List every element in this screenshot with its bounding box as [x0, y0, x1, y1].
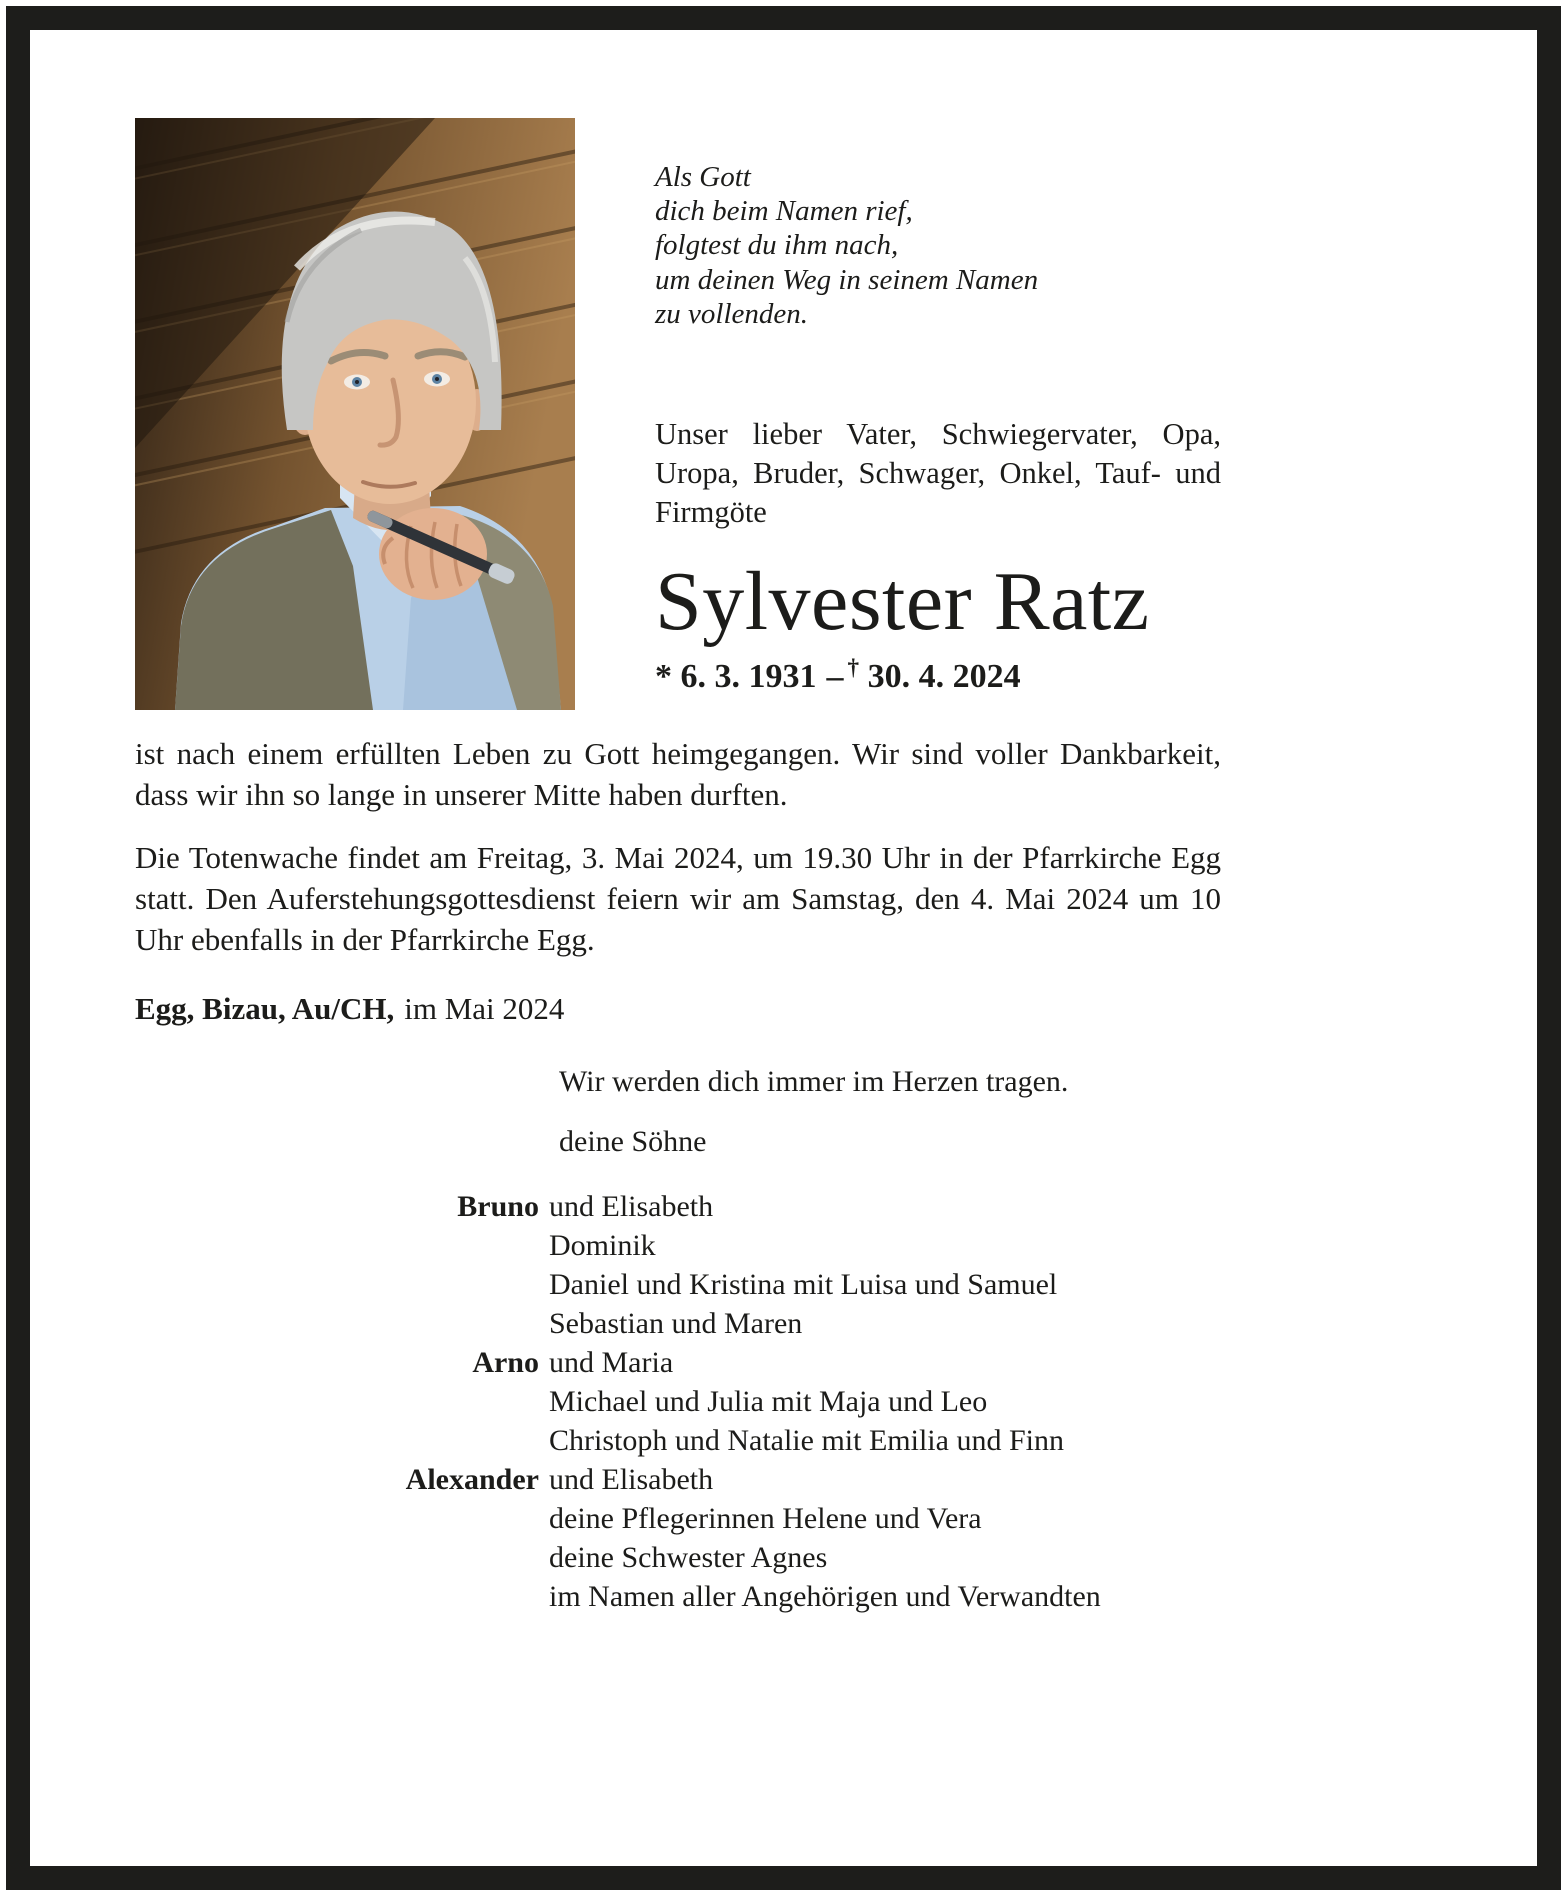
birth-date: * 6. 3. 1931 — [655, 658, 817, 696]
family-member-name — [135, 1577, 549, 1616]
place-month: im Mai 2024 — [404, 990, 565, 1026]
family-member-text: und Elisabeth — [549, 1462, 714, 1496]
date-separator: – — [826, 658, 844, 696]
family-member-text: deine Pflegerinnen Helene und Vera — [549, 1501, 982, 1535]
right-column — [655, 118, 1221, 696]
family-member-name: Arno — [472, 1345, 539, 1379]
quote-line: folgtest du ihm nach, — [655, 229, 899, 262]
relation-intro: Unser lieber Vater, Schwiegervater, Opa, Uropa, Bruder, Schwager, Onkel, Tauf- und Firmgöte — [655, 417, 1221, 530]
quote-line: um deinen Weg in seinem Namen — [655, 263, 1039, 296]
announcement-paragraph-2: Die Totenwache findet am Freitag, 3. Mai 2024, um 19.30 Uhr in der Pfarrkirche Egg statt. Den Auferstehungsgottesdienst feiern wir am Samstag, den 4. Mai 2024 um 10 Uhr ebenfalls in der Pfarrkirche Egg. — [135, 839, 1221, 957]
memorial-quote — [655, 160, 1221, 331]
life-dates — [655, 655, 1221, 696]
closing-line-2: deine Söhne — [559, 1124, 707, 1158]
family-row — [135, 1499, 1221, 1538]
family-row — [135, 1577, 1221, 1616]
family-member-text: Daniel und Kristina mit Luisa und Samuel — [549, 1267, 1058, 1301]
family-member-name: Alexander — [405, 1462, 539, 1496]
family-member-name — [135, 1421, 549, 1460]
portrait-photo — [135, 118, 575, 710]
family-member-text: Dominik — [549, 1228, 656, 1262]
family-row — [135, 1187, 1221, 1226]
top-section — [135, 118, 1221, 710]
family-member-name — [135, 1265, 549, 1304]
deceased-name: Sylvester Ratz — [655, 555, 1150, 649]
obituary-content — [135, 118, 1221, 1616]
family-row — [135, 1382, 1221, 1421]
family-member-text: Sebastian und Maren — [549, 1306, 803, 1340]
family-list — [135, 1187, 1221, 1616]
family-member-name — [135, 1304, 549, 1343]
death-date: 30. 4. 2024 — [867, 658, 1021, 696]
family-member-name — [135, 1499, 549, 1538]
place-names: Egg, Bizau, Au/CH, — [135, 990, 395, 1026]
announcement-paragraph-1: ist nach einem erfüllten Leben zu Gott heimgegangen. Wir sind voller Dankbarkeit, dass wir ihn so lange in unserer Mitte haben durften. — [135, 736, 1221, 812]
black-border-frame — [6, 6, 1561, 1890]
family-row — [135, 1226, 1221, 1265]
family-row — [135, 1460, 1221, 1499]
family-member-name — [135, 1538, 549, 1577]
family-row — [135, 1304, 1221, 1343]
place-date-line — [135, 991, 1221, 1027]
family-member-name — [135, 1226, 549, 1265]
quote-line: Als Gott — [655, 161, 751, 193]
family-member-name: Bruno — [457, 1189, 539, 1223]
family-member-text: Christoph und Natalie mit Emilia und Finn — [549, 1423, 1064, 1457]
family-row — [135, 1421, 1221, 1460]
portrait-photo-illustration — [135, 118, 575, 710]
quote-line: zu vollenden. — [655, 297, 809, 330]
family-member-text: und Elisabeth — [549, 1189, 714, 1223]
family-member-text: deine Schwester Agnes — [549, 1540, 828, 1574]
family-row — [135, 1538, 1221, 1577]
family-member-text: und Maria — [549, 1345, 674, 1379]
family-member-text: im Namen aller Angehörigen und Verwandten — [549, 1579, 1101, 1613]
family-member-text: Michael und Julia mit Maja und Leo — [549, 1384, 988, 1418]
closing-message — [559, 1063, 1221, 1161]
family-member-name — [135, 1382, 549, 1421]
quote-line: dich beim Namen rief, — [655, 195, 913, 228]
death-symbol: † — [847, 655, 860, 682]
family-row — [135, 1343, 1221, 1382]
family-row — [135, 1265, 1221, 1304]
closing-line-1: Wir werden dich immer im Herzen tragen. — [559, 1064, 1069, 1098]
